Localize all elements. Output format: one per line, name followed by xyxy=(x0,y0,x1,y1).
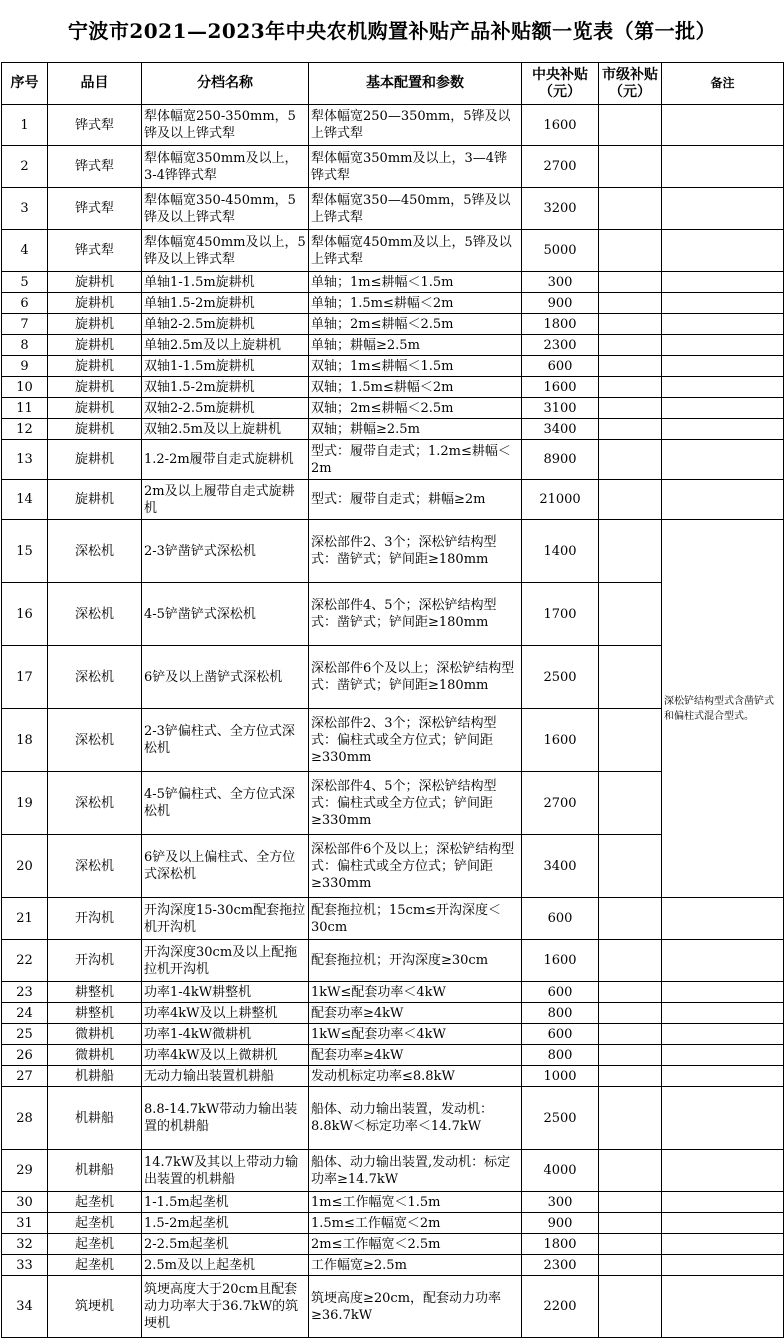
cell-city xyxy=(599,940,662,982)
cell-config: 1kW≤配套功率＜4kW xyxy=(309,982,522,1003)
cell-city xyxy=(599,272,662,293)
cell-seq: 32 xyxy=(2,1234,48,1255)
cell-item: 深松机 xyxy=(48,520,142,583)
cell-central: 2500 xyxy=(522,646,599,709)
table-row xyxy=(2,1213,784,1234)
table-row xyxy=(2,440,784,480)
cell-grade: 2.5m及以上起垄机 xyxy=(142,1255,309,1276)
cell-city xyxy=(599,419,662,440)
cell-note xyxy=(662,1234,784,1255)
cell-note xyxy=(662,982,784,1003)
cell-config: 船体、动力输出装置,发动机：标定功率≥14.7kW xyxy=(309,1150,522,1192)
cell-seq: 21 xyxy=(2,898,48,940)
cell-grade: 犁体幅宽350-450mm，5铧及以上铧式犁 xyxy=(142,188,309,230)
cell-item: 旋耕机 xyxy=(48,398,142,419)
cell-config: 深松部件6个及以上；深松铲结构型式：凿铲式；铲间距≥180mm xyxy=(309,646,522,709)
cell-item: 铧式犁 xyxy=(48,146,142,188)
cell-item: 起垄机 xyxy=(48,1213,142,1234)
cell-city xyxy=(599,1087,662,1150)
cell-config: 双轴；1m≤耕幅＜1.5m xyxy=(309,356,522,377)
cell-seq: 4 xyxy=(2,230,48,272)
cell-central: 3400 xyxy=(522,835,599,898)
cell-city xyxy=(599,520,662,583)
cell-central: 600 xyxy=(522,1024,599,1045)
table-row xyxy=(2,188,784,230)
cell-grade: 双轴1-1.5m旋耕机 xyxy=(142,356,309,377)
cell-grade: 筑埂高度大于20cm且配套动力功率大于36.7kW的筑埂机 xyxy=(142,1276,309,1338)
cell-config: 1.5m≤工作幅宽＜2m xyxy=(309,1213,522,1234)
header-city: 市级补贴（元） xyxy=(599,63,662,105)
cell-config: 1m≤工作幅宽＜1.5m xyxy=(309,1192,522,1213)
table-row xyxy=(2,982,784,1003)
cell-seq: 17 xyxy=(2,646,48,709)
cell-city xyxy=(599,772,662,835)
cell-item: 耕整机 xyxy=(48,1003,142,1024)
cell-seq: 5 xyxy=(2,272,48,293)
cell-central: 21000 xyxy=(522,480,599,520)
cell-seq: 15 xyxy=(2,520,48,583)
cell-item: 深松机 xyxy=(48,583,142,646)
cell-seq: 13 xyxy=(2,440,48,480)
cell-grade: 1.5-2m起垄机 xyxy=(142,1213,309,1234)
table-row xyxy=(2,1192,784,1213)
cell-note xyxy=(662,314,784,335)
cell-item: 起垄机 xyxy=(48,1234,142,1255)
cell-grade: 4-5铲偏柱式、全方位式深松机 xyxy=(142,772,309,835)
table-row xyxy=(2,230,784,272)
cell-grade: 2-3铲凿铲式深松机 xyxy=(142,520,309,583)
cell-config: 犁体幅宽450mm及以上，5铧及以上铧式犁 xyxy=(309,230,522,272)
cell-grade: 2-3铲偏柱式、全方位式深松机 xyxy=(142,709,309,772)
cell-config: 筑埂高度≥20cm，配套动力功率≥36.7kW xyxy=(309,1276,522,1338)
cell-item: 旋耕机 xyxy=(48,335,142,356)
cell-grade: 功率4kW及以上微耕机 xyxy=(142,1045,309,1066)
cell-seq: 1 xyxy=(2,105,48,146)
cell-central: 1600 xyxy=(522,709,599,772)
table-row xyxy=(2,898,784,940)
cell-central: 2700 xyxy=(522,146,599,188)
cell-note xyxy=(662,1003,784,1024)
table-row xyxy=(2,1045,784,1066)
cell-city xyxy=(599,1192,662,1213)
cell-item: 深松机 xyxy=(48,646,142,709)
table-row xyxy=(2,335,784,356)
cell-config: 单轴；耕幅≥2.5m xyxy=(309,335,522,356)
cell-config: 双轴；耕幅≥2.5m xyxy=(309,419,522,440)
cell-note xyxy=(662,230,784,272)
cell-central: 2300 xyxy=(522,1255,599,1276)
cell-note xyxy=(662,1213,784,1234)
cell-seq: 14 xyxy=(2,480,48,520)
cell-central: 1700 xyxy=(522,583,599,646)
cell-grade: 6铲及以上偏柱式、全方位式深松机 xyxy=(142,835,309,898)
cell-item: 筑埂机 xyxy=(48,1276,142,1338)
cell-config: 深松部件4、5个；深松铲结构型式：凿铲式；铲间距≥180mm xyxy=(309,583,522,646)
cell-item: 旋耕机 xyxy=(48,314,142,335)
cell-city xyxy=(599,230,662,272)
cell-seq: 18 xyxy=(2,709,48,772)
cell-central: 8900 xyxy=(522,440,599,480)
cell-item: 旋耕机 xyxy=(48,440,142,480)
cell-seq: 8 xyxy=(2,335,48,356)
cell-seq: 23 xyxy=(2,982,48,1003)
cell-central: 1600 xyxy=(522,377,599,398)
cell-seq: 11 xyxy=(2,398,48,419)
cell-seq: 6 xyxy=(2,293,48,314)
cell-config: 1kW≤配套功率＜4kW xyxy=(309,1024,522,1045)
cell-city xyxy=(599,1213,662,1234)
cell-seq: 29 xyxy=(2,1150,48,1192)
cell-seq: 34 xyxy=(2,1276,48,1338)
table-row xyxy=(2,105,784,146)
cell-central: 1600 xyxy=(522,940,599,982)
cell-central: 3200 xyxy=(522,188,599,230)
cell-seq: 12 xyxy=(2,419,48,440)
cell-city xyxy=(599,398,662,419)
cell-note xyxy=(662,377,784,398)
cell-city xyxy=(599,377,662,398)
cell-central: 800 xyxy=(522,1003,599,1024)
cell-city xyxy=(599,1150,662,1192)
table-row xyxy=(2,480,784,520)
table-row xyxy=(2,1087,784,1150)
cell-central: 600 xyxy=(522,898,599,940)
cell-config: 单轴；1m≤耕幅＜1.5m xyxy=(309,272,522,293)
cell-central: 4000 xyxy=(522,1150,599,1192)
cell-item: 铧式犁 xyxy=(48,188,142,230)
cell-city xyxy=(599,335,662,356)
cell-config: 配套功率≥4kW xyxy=(309,1003,522,1024)
cell-city xyxy=(599,480,662,520)
cell-city xyxy=(599,982,662,1003)
cell-city xyxy=(599,293,662,314)
cell-central: 1600 xyxy=(522,105,599,146)
cell-city xyxy=(599,1276,662,1338)
cell-seq: 9 xyxy=(2,356,48,377)
cell-central: 300 xyxy=(522,272,599,293)
cell-seq: 22 xyxy=(2,940,48,982)
cell-item: 旋耕机 xyxy=(48,272,142,293)
cell-note xyxy=(662,1087,784,1150)
cell-city xyxy=(599,146,662,188)
cell-note xyxy=(662,1192,784,1213)
table-row xyxy=(2,1066,784,1087)
table-row xyxy=(2,272,784,293)
cell-note xyxy=(662,1276,784,1338)
header-note: 备注 xyxy=(662,63,784,105)
cell-note xyxy=(662,440,784,480)
cell-city xyxy=(599,356,662,377)
cell-central: 600 xyxy=(522,982,599,1003)
cell-seq: 19 xyxy=(2,772,48,835)
cell-item: 微耕机 xyxy=(48,1024,142,1045)
cell-central: 1800 xyxy=(522,314,599,335)
cell-item: 旋耕机 xyxy=(48,480,142,520)
cell-city xyxy=(599,1024,662,1045)
cell-grade: 2-2.5m起垄机 xyxy=(142,1234,309,1255)
cell-city xyxy=(599,1066,662,1087)
cell-central: 900 xyxy=(522,293,599,314)
table-row xyxy=(2,377,784,398)
cell-central: 800 xyxy=(522,1045,599,1066)
cell-seq: 10 xyxy=(2,377,48,398)
cell-item: 旋耕机 xyxy=(48,419,142,440)
cell-seq: 26 xyxy=(2,1045,48,1066)
cell-item: 铧式犁 xyxy=(48,230,142,272)
cell-item: 机耕船 xyxy=(48,1066,142,1087)
table-row xyxy=(2,1024,784,1045)
cell-item: 深松机 xyxy=(48,772,142,835)
header-config: 基本配置和参数 xyxy=(309,63,522,105)
cell-config: 配套拖拉机；15cm≤开沟深度＜30cm xyxy=(309,898,522,940)
table-row xyxy=(2,1003,784,1024)
cell-central: 1400 xyxy=(522,520,599,583)
cell-item: 开沟机 xyxy=(48,898,142,940)
cell-note xyxy=(662,1045,784,1066)
header-central: 中央补贴（元） xyxy=(522,63,599,105)
cell-seq: 25 xyxy=(2,1024,48,1045)
cell-city xyxy=(599,1045,662,1066)
cell-seq: 27 xyxy=(2,1066,48,1087)
cell-config: 单轴；2m≤耕幅＜2.5m xyxy=(309,314,522,335)
cell-central: 600 xyxy=(522,356,599,377)
table-row xyxy=(2,1276,784,1338)
cell-grade: 犁体幅宽250-350mm，5铧及以上铧式犁 xyxy=(142,105,309,146)
header-item: 品目 xyxy=(48,63,142,105)
cell-central: 1000 xyxy=(522,1066,599,1087)
cell-note xyxy=(662,335,784,356)
subsidy-table xyxy=(1,62,784,1338)
cell-grade: 犁体幅宽350mm及以上，3-4铧铧式犁 xyxy=(142,146,309,188)
cell-config: 型式：履带自走式；耕幅≥2m xyxy=(309,480,522,520)
cell-seq: 31 xyxy=(2,1213,48,1234)
cell-central: 2200 xyxy=(522,1276,599,1338)
cell-central: 3400 xyxy=(522,419,599,440)
cell-item: 开沟机 xyxy=(48,940,142,982)
cell-central: 2700 xyxy=(522,772,599,835)
cell-grade: 双轴2-2.5m旋耕机 xyxy=(142,398,309,419)
cell-config: 配套功率≥4kW xyxy=(309,1045,522,1066)
cell-grade: 单轴1.5-2m旋耕机 xyxy=(142,293,309,314)
cell-item: 起垄机 xyxy=(48,1192,142,1213)
cell-central: 1800 xyxy=(522,1234,599,1255)
cell-config: 犁体幅宽350mm及以上，3—4铧铧式犁 xyxy=(309,146,522,188)
page-title: 宁波市2021—2023年中央农机购置补贴产品补贴额一览表（第一批） xyxy=(67,19,717,43)
cell-city xyxy=(599,440,662,480)
cell-central: 2300 xyxy=(522,335,599,356)
cell-config: 深松部件6个及以上；深松铲结构型式：偏柱式或全方位式；铲间距≥330mm xyxy=(309,835,522,898)
cell-config: 发动机标定功率≤8.8kW xyxy=(309,1066,522,1087)
cell-item: 机耕船 xyxy=(48,1150,142,1192)
table-row xyxy=(2,314,784,335)
header-grade: 分档名称 xyxy=(142,63,309,105)
cell-grade: 双轴2.5m及以上旋耕机 xyxy=(142,419,309,440)
table-row xyxy=(2,419,784,440)
cell-city xyxy=(599,105,662,146)
cell-config: 双轴；2m≤耕幅＜2.5m xyxy=(309,398,522,419)
cell-note xyxy=(662,105,784,146)
cell-grade: 单轴2-2.5m旋耕机 xyxy=(142,314,309,335)
cell-note xyxy=(662,188,784,230)
cell-item: 深松机 xyxy=(48,709,142,772)
cell-city xyxy=(599,314,662,335)
cell-grade: 8.8-14.7kW带动力输出装置的机耕船 xyxy=(142,1087,309,1150)
cell-note xyxy=(662,419,784,440)
table-row xyxy=(2,520,784,583)
cell-grade: 开沟深度30cm及以上配拖拉机开沟机 xyxy=(142,940,309,982)
cell-city xyxy=(599,898,662,940)
cell-seq: 3 xyxy=(2,188,48,230)
cell-note xyxy=(662,398,784,419)
cell-city xyxy=(599,646,662,709)
cell-config: 2m≤工作幅宽＜2.5m xyxy=(309,1234,522,1255)
table-row xyxy=(2,398,784,419)
header-seq: 序号 xyxy=(2,63,48,105)
cell-config: 犁体幅宽250—350mm，5铧及以上铧式犁 xyxy=(309,105,522,146)
table-row xyxy=(2,356,784,377)
cell-config: 深松部件4、5个；深松铲结构型式：偏柱式或全方位式；铲间距≥330mm xyxy=(309,772,522,835)
cell-seq: 2 xyxy=(2,146,48,188)
cell-config: 配套拖拉机；开沟深度≥30cm xyxy=(309,940,522,982)
cell-item: 旋耕机 xyxy=(48,377,142,398)
cell-item: 机耕船 xyxy=(48,1087,142,1150)
cell-seq: 30 xyxy=(2,1192,48,1213)
table-row xyxy=(2,940,784,982)
cell-item: 旋耕机 xyxy=(48,356,142,377)
cell-grade: 开沟深度15-30cm配套拖拉机开沟机 xyxy=(142,898,309,940)
cell-grade: 单轴2.5m及以上旋耕机 xyxy=(142,335,309,356)
cell-city xyxy=(599,583,662,646)
cell-city xyxy=(599,709,662,772)
cell-note xyxy=(662,940,784,982)
cell-item: 深松机 xyxy=(48,835,142,898)
cell-config: 双轴；1.5m≤耕幅＜2m xyxy=(309,377,522,398)
cell-config: 深松部件2、3个；深松铲结构型式：凿铲式；铲间距≥180mm xyxy=(309,520,522,583)
cell-grade: 14.7kW及其以上带动力输出装置的机耕船 xyxy=(142,1150,309,1192)
table-row xyxy=(2,1150,784,1192)
cell-grade: 无动力输出装置机耕船 xyxy=(142,1066,309,1087)
table-row xyxy=(2,1255,784,1276)
table-row xyxy=(2,293,784,314)
cell-item: 起垄机 xyxy=(48,1255,142,1276)
cell-central: 900 xyxy=(522,1213,599,1234)
cell-config: 深松部件2、3个；深松铲结构型式：偏柱式或全方位式；铲间距≥330mm xyxy=(309,709,522,772)
cell-grade: 1-1.5m起垄机 xyxy=(142,1192,309,1213)
cell-seq: 7 xyxy=(2,314,48,335)
cell-note xyxy=(662,1066,784,1087)
cell-item: 耕整机 xyxy=(48,982,142,1003)
cell-note xyxy=(662,898,784,940)
note-deep-loosener: 深松铲结构型式含凿铲式和偏柱式混合型式。 xyxy=(662,520,784,898)
cell-central: 2500 xyxy=(522,1087,599,1150)
cell-grade: 犁体幅宽450mm及以上，5铧及以上铧式犁 xyxy=(142,230,309,272)
cell-city xyxy=(599,835,662,898)
cell-config: 犁体幅宽350—450mm，5铧及以上铧式犁 xyxy=(309,188,522,230)
cell-grade: 4-5铲凿铲式深松机 xyxy=(142,583,309,646)
cell-config: 型式：履带自走式；1.2m≤耕幅＜2m xyxy=(309,440,522,480)
cell-central: 300 xyxy=(522,1192,599,1213)
cell-grade: 6铲及以上凿铲式深松机 xyxy=(142,646,309,709)
table-row xyxy=(2,1234,784,1255)
cell-grade: 功率4kW及以上耕整机 xyxy=(142,1003,309,1024)
cell-item: 旋耕机 xyxy=(48,293,142,314)
cell-seq: 20 xyxy=(2,835,48,898)
cell-seq: 24 xyxy=(2,1003,48,1024)
cell-grade: 功率1-4kW耕整机 xyxy=(142,982,309,1003)
cell-seq: 16 xyxy=(2,583,48,646)
cell-grade: 2m及以上履带自走式旋耕机 xyxy=(142,480,309,520)
cell-city xyxy=(599,1255,662,1276)
cell-note xyxy=(662,480,784,520)
cell-grade: 单轴1-1.5m旋耕机 xyxy=(142,272,309,293)
cell-config: 单轴；1.5m≤耕幅＜2m xyxy=(309,293,522,314)
cell-note xyxy=(662,146,784,188)
cell-grade: 1.2-2m履带自走式旋耕机 xyxy=(142,440,309,480)
cell-seq: 33 xyxy=(2,1255,48,1276)
cell-city xyxy=(599,1003,662,1024)
cell-config: 船体、动力输出装置，发动机：8.8kW＜标定功率＜14.7kW xyxy=(309,1087,522,1150)
cell-central: 5000 xyxy=(522,230,599,272)
cell-config: 工作幅宽≥2.5m xyxy=(309,1255,522,1276)
cell-grade: 双轴1.5-2m旋耕机 xyxy=(142,377,309,398)
cell-note xyxy=(662,1255,784,1276)
table-row xyxy=(2,146,784,188)
cell-grade: 功率1-4kW微耕机 xyxy=(142,1024,309,1045)
cell-item: 微耕机 xyxy=(48,1045,142,1066)
cell-note xyxy=(662,1024,784,1045)
cell-central: 3100 xyxy=(522,398,599,419)
cell-note xyxy=(662,272,784,293)
cell-city xyxy=(599,188,662,230)
cell-city xyxy=(599,1234,662,1255)
cell-note xyxy=(662,1150,784,1192)
cell-seq: 28 xyxy=(2,1087,48,1150)
cell-note xyxy=(662,356,784,377)
cell-note xyxy=(662,293,784,314)
header-row xyxy=(2,63,784,105)
cell-item: 铧式犁 xyxy=(48,105,142,146)
